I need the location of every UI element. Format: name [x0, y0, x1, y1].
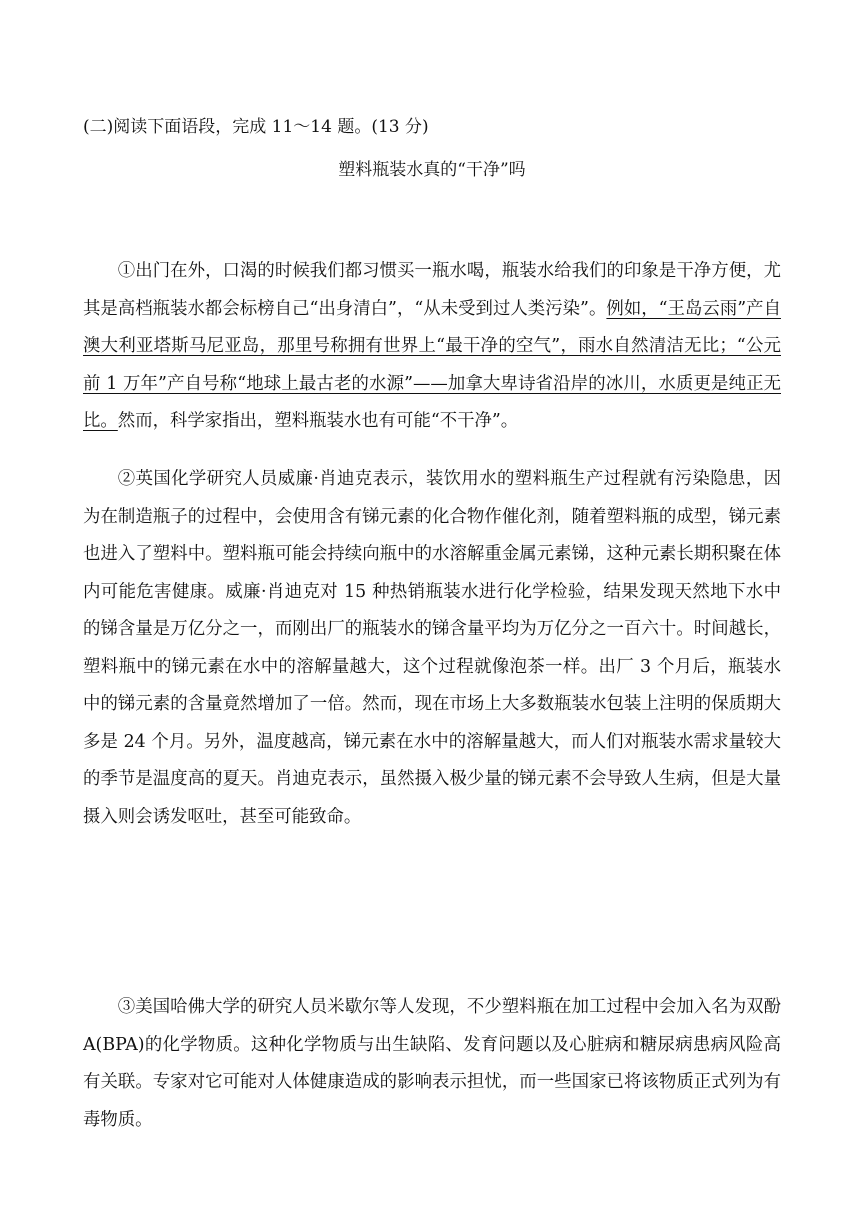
paragraph-2: ②英国化学研究人员威廉·肖迪克表示，装饮用水的塑料瓶生产过程就有污染隐患，因为在制造瓶子的过程中，会使用含有锑元素的化合物作催化剂，随着塑料瓶的成型，锑元素也进入了塑料中。塑料瓶可能会持续向瓶中的水溶解重金属元素锑，这种元素长期积聚在体内可能危害健康。威廉·肖迪克对 15 种热销瓶装水进行化学检验，结果发现天然地下水中的锑含量是万亿分之一，而刚出厂的瓶装水的锑含量平均为万亿分之一百六十。时间越长，塑料瓶中的锑元素在水中的溶解量越大，这个过程就像泡茶一样。出厂 3 个月后，瓶装水中的锑元素的含量竟然增加了一倍。然而，现在市场上大多数瓶装水包装上注明的保质期大多是 24 个月。另外，温度越高，锑元素在水中的溶解量越大，而人们对瓶装水需求量较大的季节是温度高的夏天。肖迪克表示，虽然摄入极少量的锑元素不会导致人生病，但是大量摄入则会诱发呕吐，甚至可能致命。 [83, 469, 781, 827]
paragraph-1-intro: ①出门在外，口渴的时候我们都习惯买一瓶水喝，瓶装水给我们的印象是干净方便，尤其是高档瓶装水都会标榜自己“出身清白”，“从未受到过人类污染”。 [83, 261, 781, 319]
article-title: 塑料瓶装水真的“干净”吗 [338, 160, 526, 180]
paragraph-1-conclusion: 然而，科学家指出，塑料瓶装水也有可能“不干净”。 [117, 411, 519, 431]
section-heading: (二)阅读下面语段，完成 11～14 题。(13 分) [83, 117, 429, 137]
paragraph-3: ③美国哈佛大学的研究人员米歇尔等人发现，不少塑料瓶在加工过程中会加入名为双酚 A(BPA)的化学物质。这种化学物质与出生缺陷、发育问题以及心脏病和糖尿病患病风险高有关联。专家对它可能对人体健康造成的影响表示担忧，而一些国家已将该物质正式列为有毒物质。 [83, 997, 781, 1130]
paragraph-1 [83, 253, 781, 441]
paragraph-1-underlined-example: 例如，“王岛云雨”产自澳大利亚塔斯马尼亚岛，那里号称拥有世界上“最干净的空气”，雨水自然清洁无比；“公元前 1 万年”产自号称“地球上最古老的水源”——加拿大卑诗省沿岸的冰川，水质更是纯正无比。 [83, 298, 781, 431]
